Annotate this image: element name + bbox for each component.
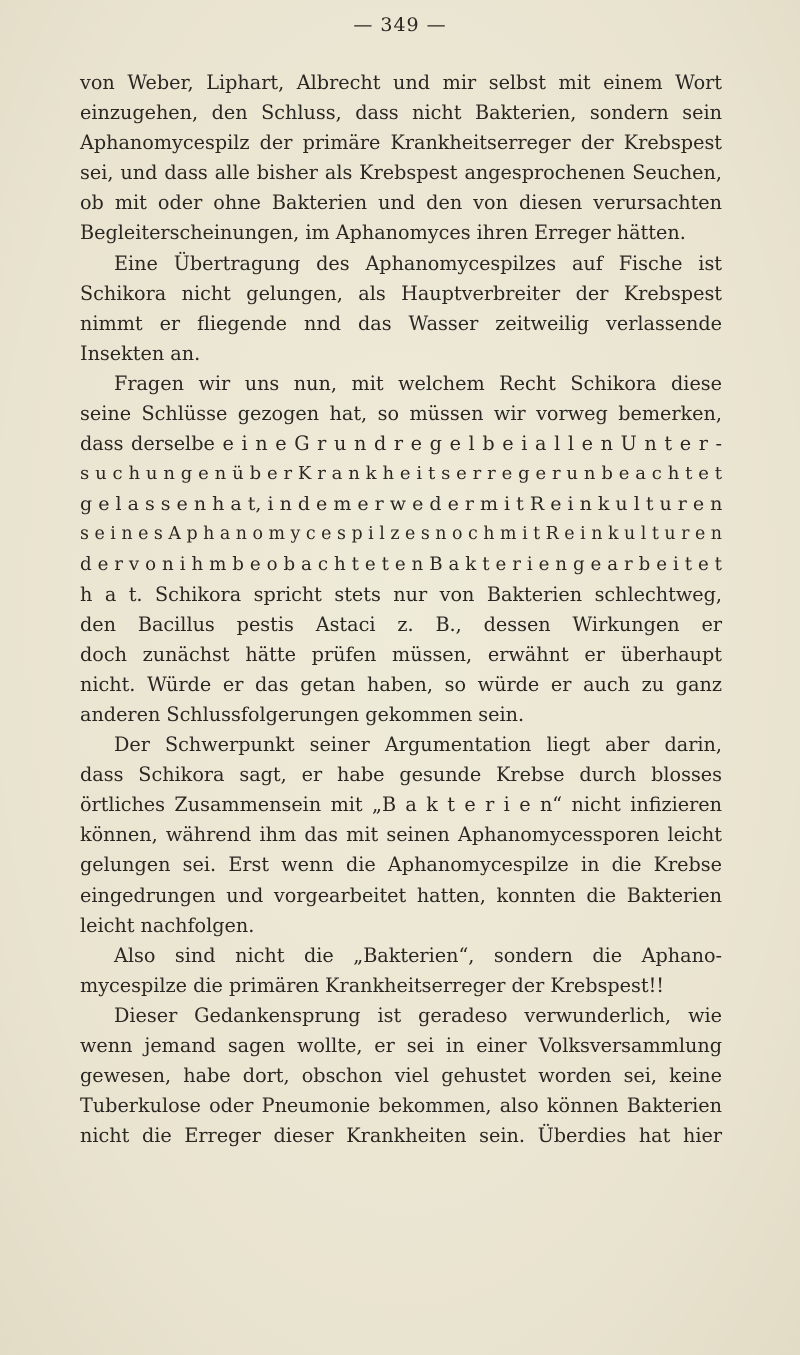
text-line: eingedrungen und vorgearbeitet hatten, konnten die Bakterien [80, 883, 722, 907]
text-line: dass derselbe e i n e G r u n d r e g e l b e i a l l e n U n t e r - [80, 432, 722, 456]
text-line: s u c h u n g e n ü b e r K r a n k h e i t s e r r e g e r u n b e a c h t e t [80, 463, 722, 485]
text-line: können, während ihm das mit seinen Aphanomycessporen leicht [80, 823, 722, 847]
text-line: Also sind nicht die „Bakterien“, sondern die Aphano- [114, 943, 722, 967]
body-text [80, 68, 722, 1151]
text-line: gelungen sei. Erst wenn die Aphanomycespilze in die Krebse [80, 853, 722, 877]
text-line: nicht. Würde er das getan haben, so würde er auch zu ganz [80, 672, 722, 696]
text-line: Aphanomycespilz der primäre Krankheitserreger der Krebspest [80, 131, 722, 155]
text-line: s e i n e s A p h a n o m y c e s p i l z e s n o c h m i t R e i n k u l t u r e n [80, 524, 722, 545]
text-line: Begleiterscheinungen, im Aphanomyces ihren Erreger hätten. [80, 221, 686, 245]
text-line: h a t. Schikora spricht stets nur von Bakterien schlechtweg, [80, 582, 722, 606]
text-line: einzugehen, den Schluss, dass nicht Bakterien, sondern sein [80, 101, 722, 125]
text-line: gewesen, habe dort, obschon viel gehustet worden sei, keine [80, 1064, 722, 1088]
text-line: örtliches Zusammensein mit „B a k t e r i e n“ nicht infizieren [80, 793, 722, 817]
text-line: anderen Schlussfolgerungen gekommen sein. [80, 702, 525, 726]
text-line: von Weber, Liphart, Albrecht und mir selbst mit einem Wort [80, 71, 722, 94]
text-line: den Bacillus pestis Astaci z. B., dessen Wirkungen er [80, 612, 722, 636]
text-line: d e r v o n i h m b e o b a c h t e t e n B a k t e r i e n g e a r b e i t e t [80, 553, 722, 575]
text-line: doch zunächst hätte prüfen müssen, erwähnt er überhaupt [80, 642, 722, 666]
text-line: Schikora nicht gelungen, als Hauptverbreiter der Krebspest [80, 281, 722, 305]
text-line: sei, und dass alle bisher als Krebspest angesprochenen Seuchen, [80, 161, 722, 185]
text-line: Fragen wir uns nun, mit welchem Recht Schikora diese [114, 371, 722, 395]
text-line: nimmt er fliegende nnd das Wasser zeitweilig verlassende [80, 311, 722, 335]
text-line: seine Schlüsse gezogen hat, so müssen wir vorweg bemerken, [80, 402, 722, 426]
text-line: mycespilze die primären Krankheitserreger der Krebspest!! [80, 973, 665, 997]
text-line: nicht die Erreger dieser Krankheiten sein. Überdies hat hier [80, 1124, 722, 1148]
text-line: wenn jemand sagen wollte, er sei in einer Volksversammlung [80, 1034, 722, 1057]
text-line: Dieser Gedankensprung ist geradeso verwunderlich, wie [114, 1003, 722, 1027]
text-line: Insekten an. [80, 341, 201, 365]
text-line: g e l a s s e n h a t, i n d e m e r w e d e r m i t R e i n k u l t u r e n [80, 493, 723, 516]
text-line: ob mit oder ohne Bakterien und den von diesen verursachten [80, 191, 722, 215]
text-line: leicht nachfolgen. [80, 913, 255, 937]
page-number: — 349 — [353, 14, 447, 36]
text-line: Tuberkulose oder Pneumonie bekommen, also können Bakterien [80, 1094, 722, 1118]
text-line: dass Schikora sagt, er habe gesunde Krebse durch blosses [80, 763, 722, 787]
text-line: Der Schwerpunkt seiner Argumentation liegt aber darin, [114, 733, 722, 757]
text-line: Eine Übertragung des Aphanomycespilzes auf Fische ist [114, 251, 722, 275]
